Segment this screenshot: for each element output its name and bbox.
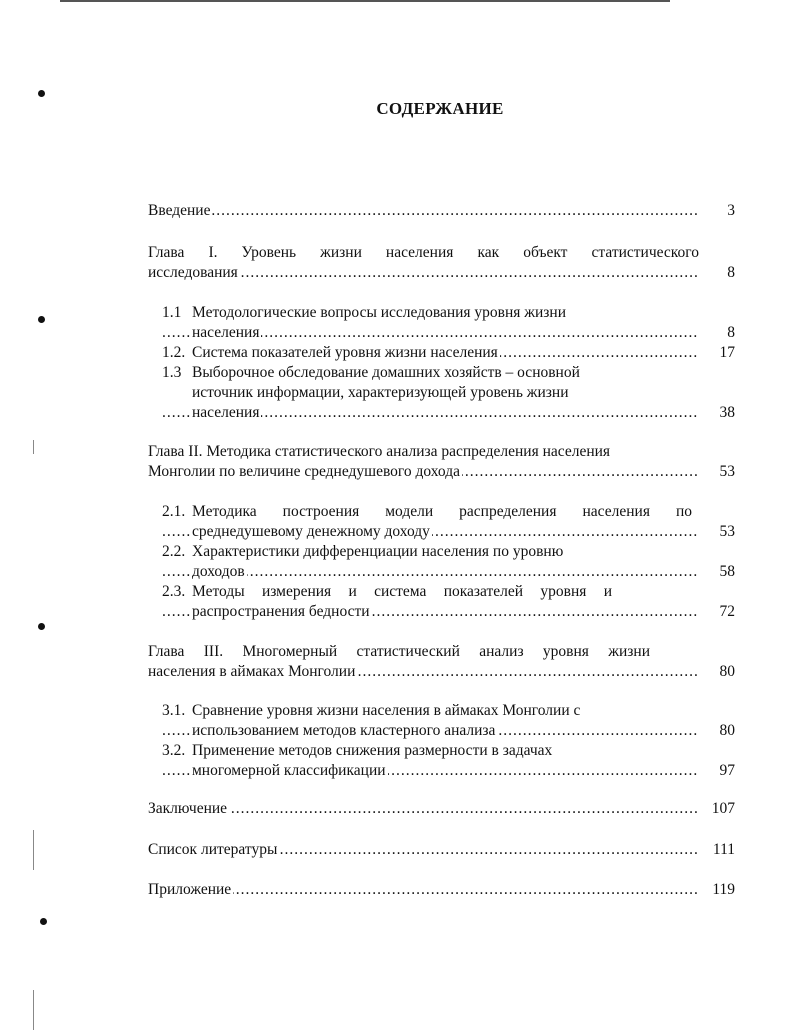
- toc-entry-section-3-2[interactable]: [162, 741, 735, 781]
- toc-entry-section-1-3[interactable]: [162, 363, 735, 423]
- toc-page-number: 111: [699, 840, 735, 860]
- binder-hole-mark: [40, 918, 47, 925]
- toc-entry-text: Применение методов снижения размерности в задачах: [192, 742, 553, 759]
- toc-page-number: 3: [699, 201, 735, 221]
- toc-entry-text: исследования: [148, 264, 238, 281]
- section-number: 1.3: [162, 364, 182, 381]
- toc-page-number: 53: [699, 522, 735, 542]
- toc-entry-text: населения: [192, 404, 260, 421]
- toc-entry-text: Методы измерения и система показателей уровня и: [192, 583, 612, 600]
- scan-edge-mark: [33, 830, 34, 870]
- toc-page-number: 8: [699, 323, 735, 343]
- toc-entry-text: Введение: [148, 202, 211, 219]
- scan-edge-mark: [33, 990, 34, 1030]
- toc-entry-text: доходов: [192, 563, 245, 580]
- toc-page-number: 53: [699, 462, 735, 482]
- section-number: 1.2.: [162, 344, 186, 361]
- toc-page-number: 80: [699, 662, 735, 682]
- toc-entry-text: Глава III. Многомерный статистический анализ уровня жизни: [148, 643, 650, 660]
- toc-page-number: 72: [699, 602, 735, 622]
- toc-page-number: 80: [699, 721, 735, 741]
- toc-page-number: 97: [699, 761, 735, 781]
- toc-entry-text: Методологические вопросы исследования уровня жизни: [192, 304, 567, 321]
- toc-entry-section-3-1[interactable]: [162, 701, 735, 741]
- toc-entry-text: Система показателей уровня жизни населения: [192, 344, 498, 361]
- binder-hole-mark: [38, 316, 45, 323]
- toc-entry-appendix[interactable]: [148, 880, 735, 900]
- toc-entry-chapter-1[interactable]: [148, 243, 735, 283]
- toc-page-number: 119: [699, 880, 735, 900]
- toc-entry-text: источник информации, характеризующей уровень жизни: [192, 384, 569, 401]
- toc-entry-chapter-3[interactable]: [148, 642, 735, 682]
- toc-entry-text: Методика построения модели распределения населения по: [192, 503, 692, 520]
- toc-entry-text: населения: [192, 324, 260, 341]
- toc-page-number: 58: [699, 562, 735, 582]
- toc-entry-text: Заключение: [148, 800, 228, 817]
- toc-entry-text: населения в аймаках Монголии: [148, 663, 356, 680]
- page-title: СОДЕРЖАНИЕ: [376, 99, 504, 118]
- toc-entry-section-2-3[interactable]: [162, 582, 735, 622]
- toc-entry-section-2-1[interactable]: [162, 502, 735, 542]
- binder-hole-mark: [38, 90, 45, 97]
- section-number: 3.1.: [162, 702, 186, 719]
- toc-entry-section-1-1[interactable]: [162, 303, 735, 343]
- toc-entry-text: Список литературы: [148, 841, 278, 858]
- toc-entry-text: использованием методов кластерного анализа: [192, 722, 496, 739]
- toc-entry-text: многомерной классификации: [192, 762, 386, 779]
- toc-entry-intro[interactable]: [148, 201, 735, 221]
- toc-page-number: 17: [699, 343, 735, 363]
- toc-entry-text: Глава I. Уровень жизни населения как объект статистического: [148, 244, 699, 261]
- toc-entry-conclusion[interactable]: [148, 799, 735, 819]
- toc-entry-text: распространения бедности: [192, 603, 370, 620]
- section-number: 2.2.: [162, 543, 186, 560]
- toc-entry-text: Глава II. Методика статистического анализа распределения населения: [148, 443, 611, 460]
- toc-page-number: 8: [699, 263, 735, 283]
- toc-entry-section-1-2[interactable]: [162, 343, 735, 363]
- toc-entry-text: Приложение: [148, 881, 232, 898]
- toc-entry-text: Выборочное обследование домашних хозяйств – основной: [192, 364, 580, 381]
- toc-page-number: 38: [699, 403, 735, 423]
- toc-entry-section-2-2[interactable]: [162, 542, 735, 582]
- scan-edge-mark: [33, 440, 34, 454]
- toc-page-number: 107: [699, 799, 735, 819]
- section-number: 1.1: [162, 304, 182, 321]
- toc-entry-text: среднедушевому денежному доходу: [192, 523, 430, 540]
- toc-entry-text: Сравнение уровня жизни населения в аймаках Монголии с: [192, 702, 581, 719]
- toc-entry-text: Характеристики дифференциации населения по уровню: [192, 543, 564, 560]
- toc-entry-chapter-2[interactable]: [148, 442, 735, 482]
- section-number: 2.3.: [162, 583, 186, 600]
- binder-hole-mark: [38, 623, 45, 630]
- section-number: 3.2.: [162, 742, 186, 759]
- scan-top-line: [60, 0, 670, 2]
- toc-entry-text: Монголии по величине среднедушевого дохода: [148, 463, 461, 480]
- toc-entry-references[interactable]: [148, 840, 735, 860]
- section-number: 2.1.: [162, 503, 186, 520]
